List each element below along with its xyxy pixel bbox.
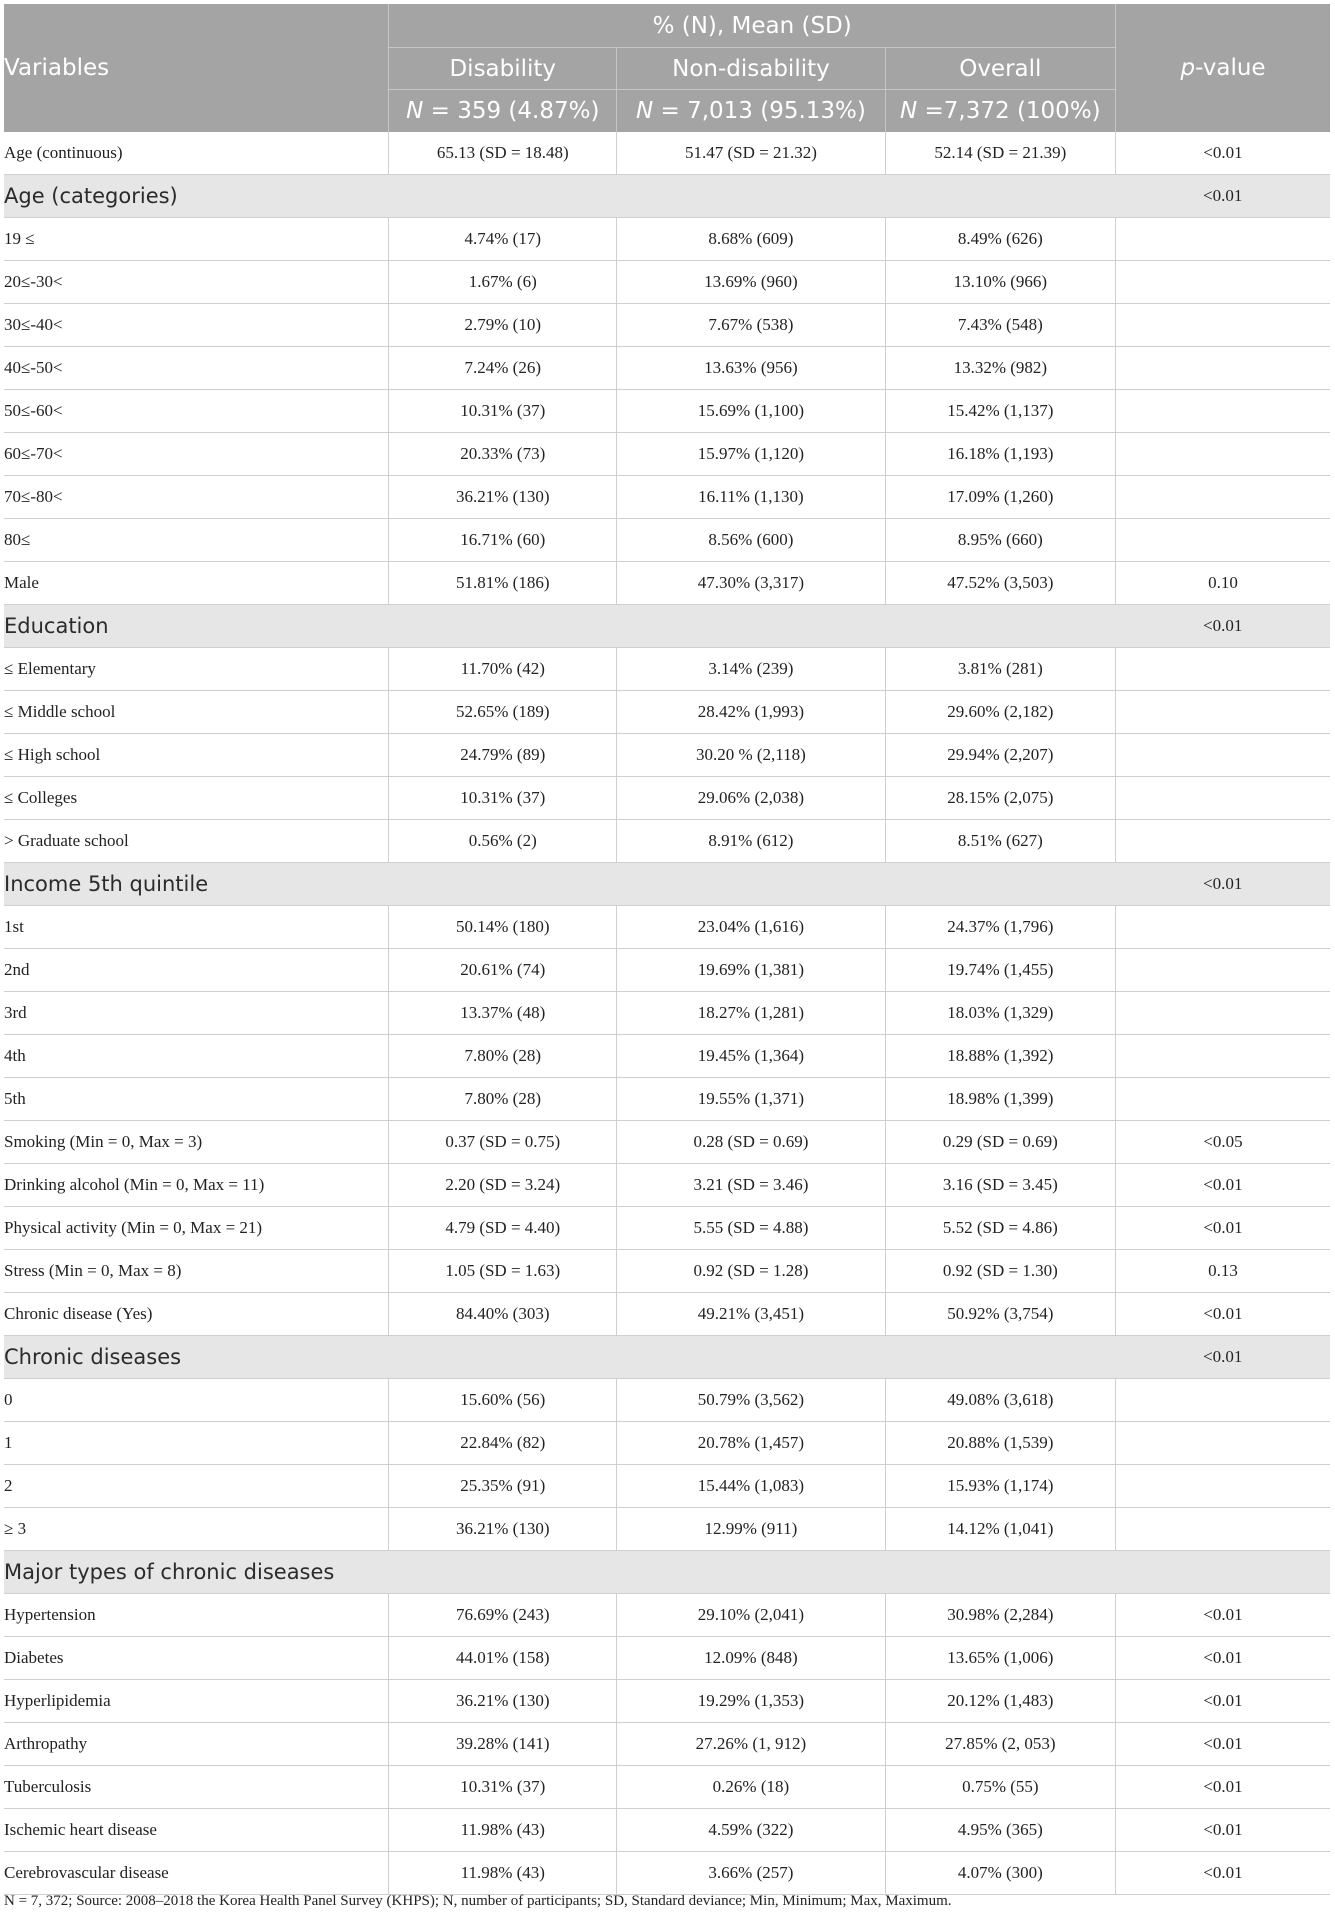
non-disability-cell: 8.91% (612) [617, 820, 885, 863]
disability-cell: 11.98% (43) [389, 1809, 617, 1852]
table-row [4, 777, 1330, 820]
empty-cell [885, 175, 1115, 218]
overall-cell: 4.07% (300) [885, 1852, 1115, 1895]
table-row [4, 1422, 1330, 1465]
non-disability-cell: 5.55 (SD = 4.88) [617, 1207, 885, 1250]
non-disability-header: Non-disability [617, 48, 885, 90]
category-label: Chronic diseases [4, 1336, 389, 1379]
table-row [4, 1852, 1330, 1895]
disability-cell: 4.79 (SD = 4.40) [389, 1207, 617, 1250]
non-disability-cell: 27.26% (1, 912) [617, 1723, 885, 1766]
disability-cell: 36.21% (130) [389, 1508, 617, 1551]
overall-cell: 20.88% (1,539) [885, 1422, 1115, 1465]
table-row [4, 304, 1330, 347]
overall-cell: 20.12% (1,483) [885, 1680, 1115, 1723]
p-value-cell [1116, 906, 1330, 949]
disability-cell: 15.60% (56) [389, 1379, 617, 1422]
non-disability-cell: 4.59% (322) [617, 1809, 885, 1852]
category-row [4, 605, 1330, 648]
non-disability-cell: 7.67% (538) [617, 304, 885, 347]
p-value-cell: <0.01 [1116, 1293, 1330, 1336]
non-disability-cell: 51.47 (SD = 21.32) [617, 132, 885, 175]
p-value-cell [1116, 691, 1330, 734]
overall-cell: 52.14 (SD = 21.39) [885, 132, 1115, 175]
table-row [4, 562, 1330, 605]
non-disability-cell: 29.06% (2,038) [617, 777, 885, 820]
disability-cell: 51.81% (186) [389, 562, 617, 605]
empty-cell [617, 863, 885, 906]
p-value-cell [1116, 304, 1330, 347]
disability-cell: 16.71% (60) [389, 519, 617, 562]
variable-label: 50≤-60< [4, 390, 389, 433]
p-value-cell [1116, 218, 1330, 261]
disability-cell: 7.80% (28) [389, 1035, 617, 1078]
variable-label: Physical activity (Min = 0, Max = 21) [4, 1207, 389, 1250]
overall-cell: 0.29 (SD = 0.69) [885, 1121, 1115, 1164]
p-value-cell [1116, 648, 1330, 691]
overall-cell: 50.92% (3,754) [885, 1293, 1115, 1336]
p-value-cell: <0.01 [1116, 1637, 1330, 1680]
disability-cell: 20.61% (74) [389, 949, 617, 992]
table-row [4, 1809, 1330, 1852]
disability-cell: 76.69% (243) [389, 1594, 617, 1637]
table-row [4, 1680, 1330, 1723]
table-row [4, 433, 1330, 476]
variable-label: 19 ≤ [4, 218, 389, 261]
p-value-cell: 0.10 [1116, 562, 1330, 605]
p-value-cell [1116, 1379, 1330, 1422]
p-value-cell: <0.01 [1116, 175, 1330, 218]
footnote: N = 7, 372; Source: 2008–2018 the Korea Health Panel Survey (KHPS); N, number of participants; SD, Standard deviance; Min, Minimum; Max, Maximum. [4, 1893, 952, 1909]
non-disability-cell: 3.21 (SD = 3.46) [617, 1164, 885, 1207]
p-value-cell [1116, 949, 1330, 992]
overall-cell: 47.52% (3,503) [885, 562, 1115, 605]
disability-cell: 10.31% (37) [389, 1766, 617, 1809]
disability-cell: 0.37 (SD = 0.75) [389, 1121, 617, 1164]
non-disability-cell: 47.30% (3,317) [617, 562, 885, 605]
disability-n [389, 90, 617, 133]
empty-cell [885, 605, 1115, 648]
non-disability-cell: 16.11% (1,130) [617, 476, 885, 519]
non-disability-cell: 0.92 (SD = 1.28) [617, 1250, 885, 1293]
overall-cell: 27.85% (2, 053) [885, 1723, 1115, 1766]
category-label: Income 5th quintile [4, 863, 389, 906]
overall-cell: 24.37% (1,796) [885, 906, 1115, 949]
p-value-cell: <0.01 [1116, 132, 1330, 175]
group-header [389, 4, 1116, 48]
disability-cell: 2.20 (SD = 3.24) [389, 1164, 617, 1207]
disability-cell: 0.56% (2) [389, 820, 617, 863]
empty-cell [617, 605, 885, 648]
overall-cell: 13.65% (1,006) [885, 1637, 1115, 1680]
variable-label: Diabetes [4, 1637, 389, 1680]
overall-cell: 14.12% (1,041) [885, 1508, 1115, 1551]
overall-cell: 7.43% (548) [885, 304, 1115, 347]
variable-label: 0 [4, 1379, 389, 1422]
p-italic: p [1180, 55, 1196, 81]
n-symbol: N [406, 98, 424, 124]
p-value-cell: <0.01 [1116, 1766, 1330, 1809]
category-label: Age (categories) [4, 175, 389, 218]
variable-label: 1 [4, 1422, 389, 1465]
variable-label: 5th [4, 1078, 389, 1121]
non-disability-cell: 28.42% (1,993) [617, 691, 885, 734]
table-row [4, 992, 1330, 1035]
table-row [4, 132, 1330, 175]
p-value-cell [1116, 476, 1330, 519]
non-disability-cell: 0.26% (18) [617, 1766, 885, 1809]
p-value-cell [1116, 347, 1330, 390]
disability-cell: 1.05 (SD = 1.63) [389, 1250, 617, 1293]
p-value-cell [1116, 519, 1330, 562]
n-symbol: N [635, 98, 654, 124]
empty-cell [389, 1551, 617, 1594]
non-disability-cell: 23.04% (1,616) [617, 906, 885, 949]
category-label: Education [4, 605, 389, 648]
table-row [4, 1465, 1330, 1508]
non-disability-cell: 30.20 % (2,118) [617, 734, 885, 777]
disability-header: Disability [389, 48, 617, 90]
non-disability-cell: 18.27% (1,281) [617, 992, 885, 1035]
variable-label: 60≤-70< [4, 433, 389, 476]
empty-cell [389, 863, 617, 906]
overall-cell: 13.32% (982) [885, 347, 1115, 390]
overall-cell: 28.15% (2,075) [885, 777, 1115, 820]
overall-cell: 8.95% (660) [885, 519, 1115, 562]
non-disability-cell: 13.63% (956) [617, 347, 885, 390]
p-value-cell [1116, 433, 1330, 476]
overall-cell: 3.81% (281) [885, 648, 1115, 691]
variable-label: 20≤-30< [4, 261, 389, 304]
non-disability-cell: 19.29% (1,353) [617, 1680, 885, 1723]
disability-cell: 13.37% (48) [389, 992, 617, 1035]
table-row [4, 1766, 1330, 1809]
table-row [4, 906, 1330, 949]
variable-label: Tuberculosis [4, 1766, 389, 1809]
overall-cell: 15.42% (1,137) [885, 390, 1115, 433]
p-value-cell: <0.01 [1116, 1723, 1330, 1766]
p-value-cell: <0.01 [1116, 863, 1330, 906]
variable-label: Hypertension [4, 1594, 389, 1637]
p-value-label: -value [1195, 55, 1266, 81]
non-disability-cell: 15.44% (1,083) [617, 1465, 885, 1508]
variable-label: ≤ Middle school [4, 691, 389, 734]
p-value-cell: <0.01 [1116, 1852, 1330, 1895]
non-disability-cell: 20.78% (1,457) [617, 1422, 885, 1465]
overall-cell: 18.98% (1,399) [885, 1078, 1115, 1121]
table-row [4, 734, 1330, 777]
variable-label: Chronic disease (Yes) [4, 1293, 389, 1336]
table-row [4, 1250, 1330, 1293]
table-header [4, 4, 1330, 132]
non-disability-cell: 49.21% (3,451) [617, 1293, 885, 1336]
variable-label: Ischemic heart disease [4, 1809, 389, 1852]
empty-cell [617, 175, 885, 218]
table-row [4, 949, 1330, 992]
table-row [4, 1293, 1330, 1336]
non-disability-n-value: = 7,013 (95.13%) [660, 98, 866, 124]
disability-cell: 10.31% (37) [389, 777, 617, 820]
table-row [4, 476, 1330, 519]
variable-label: Smoking (Min = 0, Max = 3) [4, 1121, 389, 1164]
disability-cell: 2.79% (10) [389, 304, 617, 347]
empty-cell [885, 1336, 1115, 1379]
non-disability-cell: 3.66% (257) [617, 1852, 885, 1895]
variable-label: 3rd [4, 992, 389, 1035]
variable-label: Stress (Min = 0, Max = 8) [4, 1250, 389, 1293]
variable-label: 70≤-80< [4, 476, 389, 519]
table-row [4, 1594, 1330, 1637]
p-value-cell [1116, 820, 1330, 863]
non-disability-cell: 3.14% (239) [617, 648, 885, 691]
empty-cell [617, 1551, 885, 1594]
p-value-cell [1116, 1465, 1330, 1508]
disability-cell: 11.98% (43) [389, 1852, 617, 1895]
empty-cell [617, 1336, 885, 1379]
characteristics-table [4, 4, 1330, 1895]
variable-label: Drinking alcohol (Min = 0, Max = 11) [4, 1164, 389, 1207]
variable-label: 1st [4, 906, 389, 949]
disability-cell: 36.21% (130) [389, 1680, 617, 1723]
non-disability-cell: 0.28 (SD = 0.69) [617, 1121, 885, 1164]
non-disability-cell: 12.09% (848) [617, 1637, 885, 1680]
non-disability-cell: 19.55% (1,371) [617, 1078, 885, 1121]
empty-cell [389, 605, 617, 648]
p-value-cell [1116, 734, 1330, 777]
overall-cell: 4.95% (365) [885, 1809, 1115, 1852]
non-disability-n [617, 90, 885, 133]
disability-cell: 36.21% (130) [389, 476, 617, 519]
non-disability-cell: 15.97% (1,120) [617, 433, 885, 476]
table-row [4, 1637, 1330, 1680]
variable-label: ≥ 3 [4, 1508, 389, 1551]
table-row [4, 218, 1330, 261]
disability-cell: 39.28% (141) [389, 1723, 617, 1766]
overall-cell: 5.52 (SD = 4.86) [885, 1207, 1115, 1250]
variable-label: Hyperlipidemia [4, 1680, 389, 1723]
category-row [4, 863, 1330, 906]
category-label: Major types of chronic diseases [4, 1551, 389, 1594]
overall-cell: 13.10% (966) [885, 261, 1115, 304]
overall-cell: 29.60% (2,182) [885, 691, 1115, 734]
disability-cell: 52.65% (189) [389, 691, 617, 734]
disability-cell: 25.35% (91) [389, 1465, 617, 1508]
table-row [4, 1164, 1330, 1207]
variables-header: Variables [4, 4, 389, 132]
table-row [4, 1379, 1330, 1422]
variable-label: > Graduate school [4, 820, 389, 863]
non-disability-cell: 8.56% (600) [617, 519, 885, 562]
table-row [4, 1207, 1330, 1250]
disability-cell: 1.67% (6) [389, 261, 617, 304]
p-value-cell: <0.01 [1116, 605, 1330, 648]
variable-label: Male [4, 562, 389, 605]
table-row [4, 1078, 1330, 1121]
overall-cell: 18.03% (1,329) [885, 992, 1115, 1035]
empty-cell [885, 863, 1115, 906]
variable-label: ≤ Colleges [4, 777, 389, 820]
p-value-cell: 0.13 [1116, 1250, 1330, 1293]
table-row [4, 1121, 1330, 1164]
overall-cell: 18.88% (1,392) [885, 1035, 1115, 1078]
disability-cell: 20.33% (73) [389, 433, 617, 476]
table-row [4, 1723, 1330, 1766]
variable-label: Age (continuous) [4, 132, 389, 175]
p-value-cell: <0.01 [1116, 1809, 1330, 1852]
variable-label: 4th [4, 1035, 389, 1078]
overall-n [885, 90, 1115, 133]
disability-cell: 44.01% (158) [389, 1637, 617, 1680]
p-value-cell [1116, 390, 1330, 433]
category-row [4, 1336, 1330, 1379]
disability-cell: 11.70% (42) [389, 648, 617, 691]
overall-cell: 17.09% (1,260) [885, 476, 1115, 519]
overall-cell: 0.75% (55) [885, 1766, 1115, 1809]
non-disability-cell: 15.69% (1,100) [617, 390, 885, 433]
table-row [4, 1035, 1330, 1078]
p-value-cell: <0.01 [1116, 1164, 1330, 1207]
overall-cell: 16.18% (1,193) [885, 433, 1115, 476]
overall-cell: 8.49% (626) [885, 218, 1115, 261]
variable-label: Arthropathy [4, 1723, 389, 1766]
table-row [4, 648, 1330, 691]
overall-n-value: =7,372 (100%) [924, 98, 1101, 124]
variable-label: Cerebrovascular disease [4, 1852, 389, 1895]
disability-cell: 24.79% (89) [389, 734, 617, 777]
disability-n-value: = 359 (4.87%) [430, 98, 600, 124]
non-disability-cell: 8.68% (609) [617, 218, 885, 261]
overall-cell: 30.98% (2,284) [885, 1594, 1115, 1637]
p-value-cell [1116, 1078, 1330, 1121]
non-disability-cell: 29.10% (2,041) [617, 1594, 885, 1637]
non-disability-cell: 50.79% (3,562) [617, 1379, 885, 1422]
non-disability-cell: 13.69% (960) [617, 261, 885, 304]
disability-cell: 7.80% (28) [389, 1078, 617, 1121]
overall-cell: 0.92 (SD = 1.30) [885, 1250, 1115, 1293]
overall-header: Overall [885, 48, 1115, 90]
p-value-cell [1116, 261, 1330, 304]
empty-cell [389, 1336, 617, 1379]
disability-cell: 84.40% (303) [389, 1293, 617, 1336]
p-value-cell: <0.01 [1116, 1207, 1330, 1250]
overall-cell: 19.74% (1,455) [885, 949, 1115, 992]
overall-cell: 8.51% (627) [885, 820, 1115, 863]
variable-label: 30≤-40< [4, 304, 389, 347]
variable-label: 80≤ [4, 519, 389, 562]
table-row [4, 261, 1330, 304]
non-disability-cell: 12.99% (911) [617, 1508, 885, 1551]
table-row [4, 820, 1330, 863]
p-value-cell [1116, 1035, 1330, 1078]
p-value-cell [1116, 1422, 1330, 1465]
p-value-cell: <0.01 [1116, 1594, 1330, 1637]
n-symbol: N [899, 98, 918, 124]
table-row [4, 1508, 1330, 1551]
disability-cell: 4.74% (17) [389, 218, 617, 261]
disability-cell: 50.14% (180) [389, 906, 617, 949]
variable-label: 2 [4, 1465, 389, 1508]
p-value-cell [1116, 777, 1330, 820]
non-disability-cell: 19.45% (1,364) [617, 1035, 885, 1078]
p-value-cell: <0.01 [1116, 1680, 1330, 1723]
table-row [4, 390, 1330, 433]
non-disability-cell: 19.69% (1,381) [617, 949, 885, 992]
variable-label: ≤ Elementary [4, 648, 389, 691]
disability-cell: 65.13 (SD = 18.48) [389, 132, 617, 175]
table-row [4, 519, 1330, 562]
variable-label: 40≤-50< [4, 347, 389, 390]
empty-cell [885, 1551, 1115, 1594]
p-value-cell [1116, 1508, 1330, 1551]
disability-cell: 7.24% (26) [389, 347, 617, 390]
category-row [4, 175, 1330, 218]
p-value-header [1116, 4, 1330, 132]
group-label: % (N), Mean (SD) [652, 12, 852, 39]
variable-label: 2nd [4, 949, 389, 992]
variable-label: ≤ High school [4, 734, 389, 777]
overall-cell: 49.08% (3,618) [885, 1379, 1115, 1422]
disability-cell: 22.84% (82) [389, 1422, 617, 1465]
p-value-cell: <0.05 [1116, 1121, 1330, 1164]
p-value-cell: <0.01 [1116, 1336, 1330, 1379]
table-body [4, 132, 1330, 1895]
empty-cell [389, 175, 617, 218]
p-value-cell [1116, 992, 1330, 1035]
p-value-cell [1116, 1551, 1330, 1594]
disability-cell: 10.31% (37) [389, 390, 617, 433]
overall-cell: 29.94% (2,207) [885, 734, 1115, 777]
category-row [4, 1551, 1330, 1594]
table-row [4, 691, 1330, 734]
overall-cell: 15.93% (1,174) [885, 1465, 1115, 1508]
table-row [4, 347, 1330, 390]
overall-cell: 3.16 (SD = 3.45) [885, 1164, 1115, 1207]
